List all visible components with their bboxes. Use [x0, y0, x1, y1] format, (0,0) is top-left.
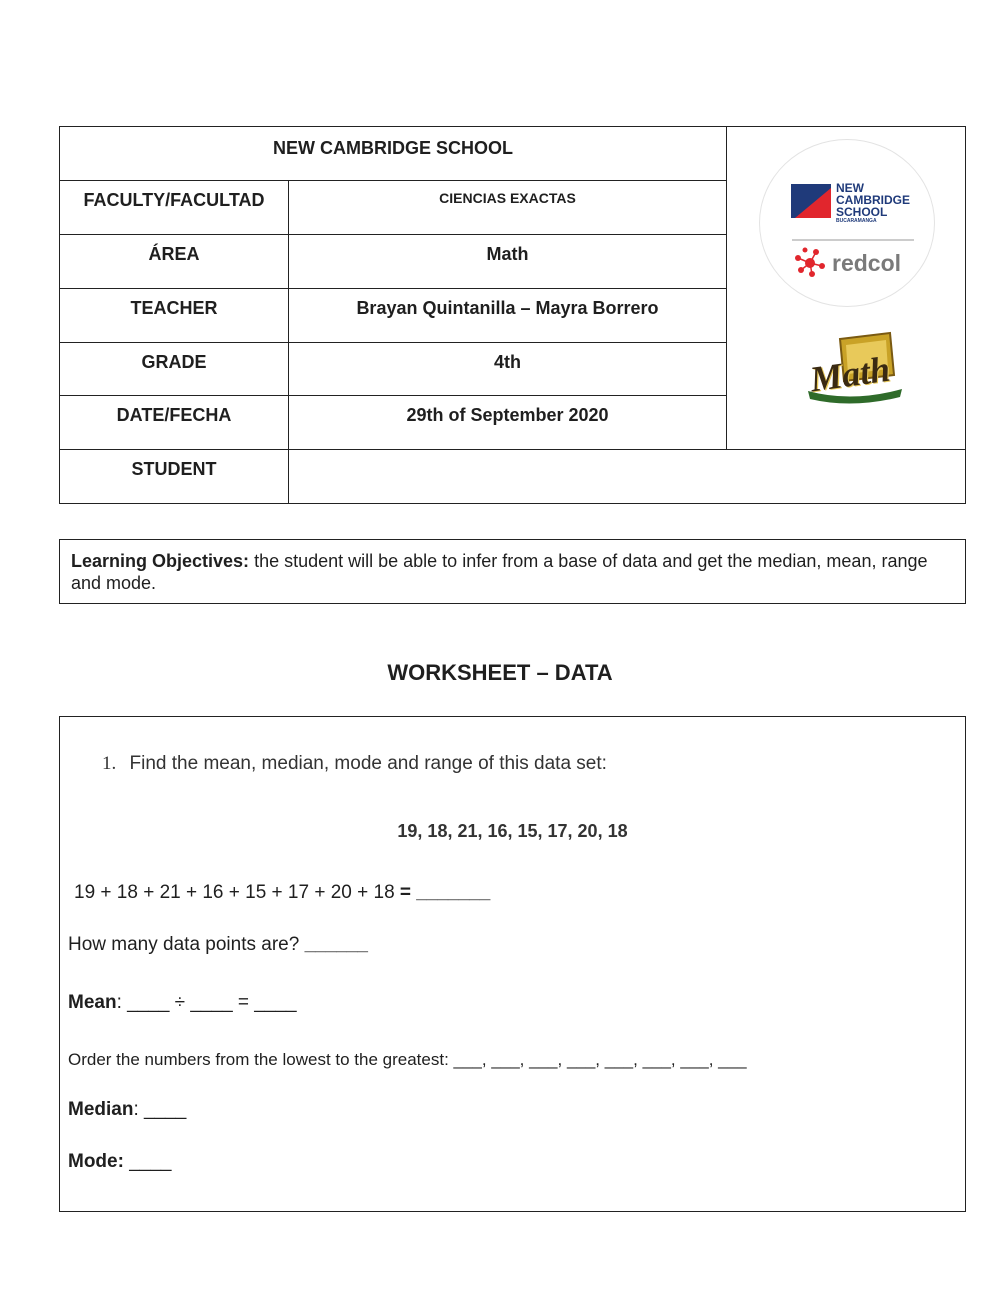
- logo-text: NEW CAMBRIDGE SCHOOL BUCARAMANGA: [836, 181, 910, 224]
- mean-line: [68, 992, 297, 1014]
- objectives-label: Learning Objectives:: [71, 551, 250, 571]
- question-1: [102, 753, 607, 775]
- count-answer-blank[interactable]: ______: [304, 934, 368, 955]
- teacher-value: Brayan Quintanilla – Mayra Borrero: [356, 297, 659, 318]
- mean-label: Mean: [68, 992, 117, 1013]
- redcol-wordmark: redcol: [832, 250, 902, 276]
- data-set: 19, 18, 21, 16, 15, 17, 20, 18: [397, 821, 628, 841]
- worksheet-title: WORKSHEET – DATA: [387, 660, 613, 685]
- header-table: [59, 126, 966, 504]
- mode-answer-blank[interactable]: ____: [123, 1151, 172, 1172]
- grade-value: 4th: [494, 351, 521, 372]
- order-line[interactable]: Order the numbers from the lowest to the greatest: ___, ___, ___, ___, ___, ___, ___, ___: [68, 1050, 747, 1069]
- median-line: [68, 1099, 186, 1121]
- student-label: STUDENT: [131, 458, 217, 479]
- math-badge-text: Math: [807, 348, 893, 400]
- mode-label: Mode:: [68, 1151, 124, 1172]
- count-line: [68, 934, 368, 956]
- school-name: NEW CAMBRIDGE SCHOOL: [273, 137, 513, 158]
- sum-expression: 19 + 18 + 21 + 16 + 15 + 17 + 20 + 18: [74, 882, 395, 903]
- school-logo: [759, 139, 935, 307]
- question-text: Find the mean, median, mode and range of this data set:: [129, 753, 607, 774]
- faculty-label: FACULTY/FACULTAD: [83, 189, 265, 210]
- date-label: DATE/FECHA: [116, 404, 232, 425]
- area-label: ÁREA: [148, 243, 200, 264]
- sum-answer-blank[interactable]: = _______: [394, 882, 491, 903]
- mean-answer-blanks[interactable]: : ____ ÷ ____ = ____: [116, 992, 297, 1013]
- median-label: Median: [68, 1099, 134, 1120]
- count-question: How many data points are?: [68, 934, 305, 955]
- learning-objectives-box: [59, 539, 966, 604]
- math-badge: [802, 331, 906, 405]
- median-answer-blank[interactable]: : ____: [133, 1099, 187, 1120]
- grade-label: GRADE: [141, 351, 207, 372]
- mode-line: [68, 1151, 171, 1173]
- worksheet-box: [59, 716, 966, 1212]
- area-value: Math: [486, 243, 529, 264]
- sum-line: [74, 882, 490, 904]
- faculty-value: CIENCIAS EXACTAS: [439, 190, 576, 206]
- date-value: 29th of September 2020: [406, 404, 609, 425]
- objectives-text: the student will be able to infer from a base of data and get the median, mean, range and mode.: [71, 551, 928, 593]
- student-field[interactable]: [289, 449, 965, 489]
- teacher-label: TEACHER: [130, 297, 218, 318]
- question-number: 1.: [102, 753, 117, 774]
